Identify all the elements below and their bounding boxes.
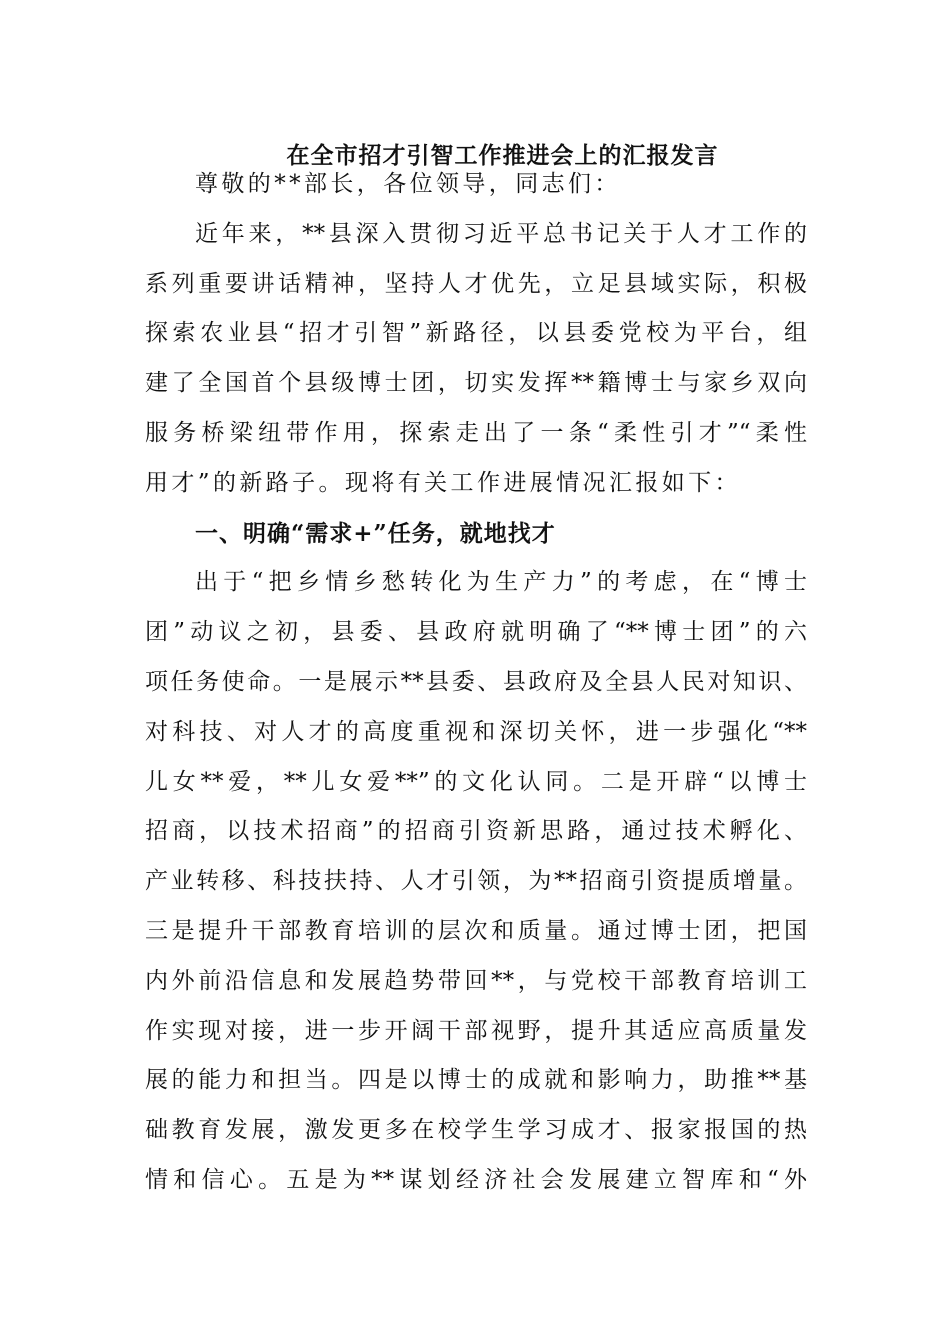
document-title: 在全市招才引智工作推进会上的汇报发言 — [286, 142, 719, 169]
text-line: 项任务使命。一是展示**县委、县政府及全县人民对知识、 — [145, 668, 807, 695]
text-line: 近年来，**县深入贯彻习近平总书记关于人才工作的 — [195, 220, 807, 247]
text-line: 探索农业县“招才引智”新路径，以县委党校为平台，组 — [145, 320, 807, 347]
text-line: 服务桥梁纽带作用，探索走出了一条“柔性引才”“柔性 — [145, 419, 807, 446]
text-line: 建了全国首个县级博士团，切实发挥**籍博士与家乡双向 — [145, 370, 807, 397]
text-line: 三是提升干部教育培训的层次和质量。通过博士团，把国 — [145, 917, 807, 944]
section-heading: 一、明确“需求+”任务，就地找才 — [195, 519, 556, 547]
text-line: 尊敬的**部长，各位领导，同志们： — [195, 171, 621, 197]
text-line: 产业转移、科技扶持、人才引领，为**招商引资提质增量。 — [145, 868, 807, 895]
text-line: 招商，以技术招商”的招商引资新思路，通过技术孵化、 — [145, 818, 807, 845]
text-line: 用才”的新路子。现将有关工作进展情况汇报如下： — [145, 469, 741, 496]
text-line: 系列重要讲话精神，坚持人才优先，立足县域实际，积极 — [145, 270, 807, 297]
text-line: 情和信心。五是为**谋划经济社会发展建立智库和“外 — [145, 1166, 807, 1193]
text-line: 对科技、对人才的高度重视和深切关怀，进一步强化“** — [145, 718, 807, 745]
text-line: 出于“把乡情乡愁转化为生产力”的考虑，在“博士 — [195, 569, 807, 596]
text-line: 内外前沿信息和发展趋势带回**，与党校干部教育培训工 — [145, 967, 807, 994]
text-line: 作实现对接，进一步开阔干部视野，提升其适应高质量发 — [145, 1017, 807, 1044]
text-line: 团”动议之初，县委、县政府就明确了“**博士团”的六 — [145, 619, 807, 646]
document-body — [145, 160, 807, 1206]
text-line: 展的能力和担当。四是以博士的成就和影响力，助推**基 — [145, 1067, 807, 1094]
text-line: 儿女**爱，**儿女爱**”的文化认同。二是开辟“以博士 — [145, 768, 807, 795]
text-line: 础教育发展，激发更多在校学生学习成才、报家报国的热 — [145, 1117, 807, 1144]
